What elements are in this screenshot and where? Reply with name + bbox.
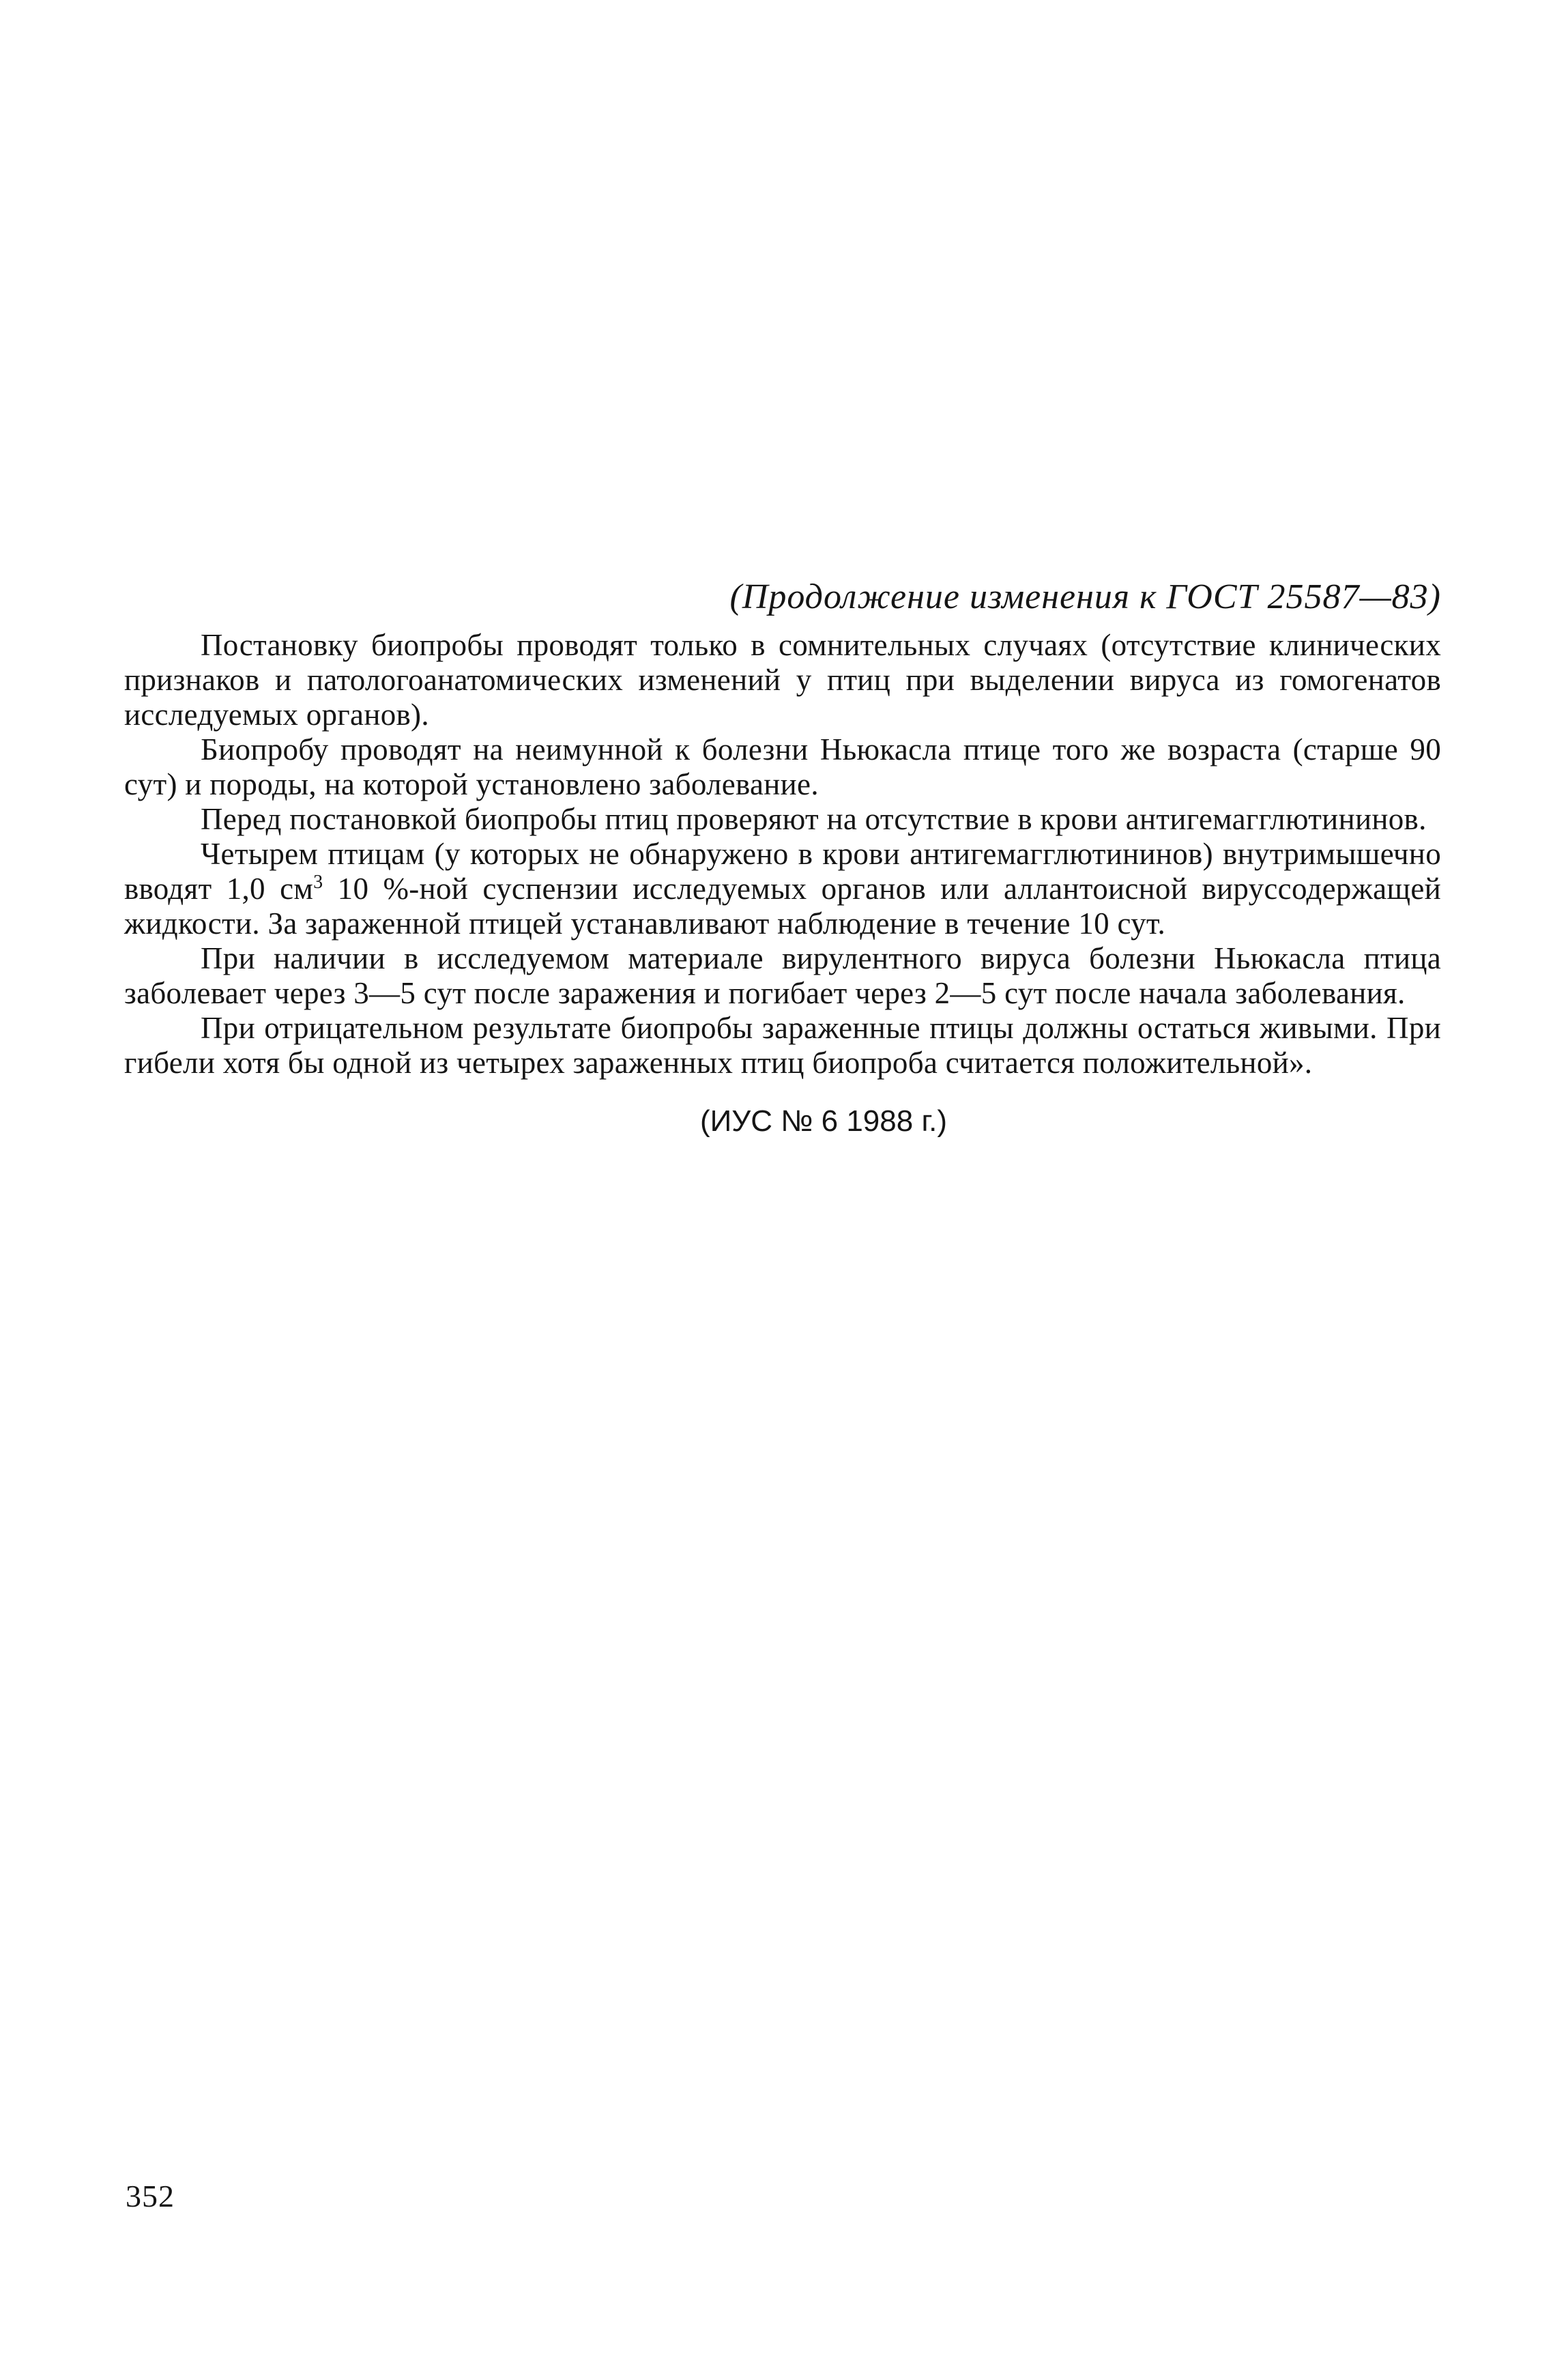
continuation-header: (Продолжение изменения к ГОСТ 25587—83) [729,577,1441,616]
document-body [124,573,1441,1142]
paragraph-5: При наличии в исследуемом материале вирулентного вируса болезни Ньюкасла птица заболевает через 3—5 сут после заражения и погибает через 2—5 сут после начала заболевания. [124,941,1441,1010]
source-reference: (ИУС № 6 1988 г.) [699,1104,947,1138]
paragraph-4-rest: 10 %-ной суспензии исследуемых органов или аллантоисной вируссодержащей жидкости. За зараженной птицей устанавливают наблюдение в течение 10 сут. [124,872,1441,941]
page-number: 352 [126,2179,175,2213]
paragraph-4 [124,837,1441,941]
paragraph-2: Биопробу проводят на неимунной к болезни Ньюкасла птице того же возраста (старше 90 сут) и породы, на которой установлено заболевание. [124,732,1441,801]
paragraph-4-start: Четырем птицам (у которых не обнаружено в крови антигемагглютининов) внутримышечно вводят 1,0 см [124,837,1441,906]
paragraph-3: Перед постановкой биопробы птиц проверяют на отсутствие в крови антигемагглютининов. [201,802,1427,836]
paragraph-6: При отрицательном результате биопробы зараженные птицы должны остаться живыми. При гибели хотя бы одной из четырех зараженных птиц биопроба считается положительной». [124,1011,1441,1080]
paragraph-4-superscript: 3 [313,872,323,893]
paragraph-1: Постановку биопробы проводят только в сомнительных случаях (отсутствие клинических признаков и патологоанатомических изменений у птиц при выделении вируса из гомогенатов исследуемых органов). [124,628,1441,732]
